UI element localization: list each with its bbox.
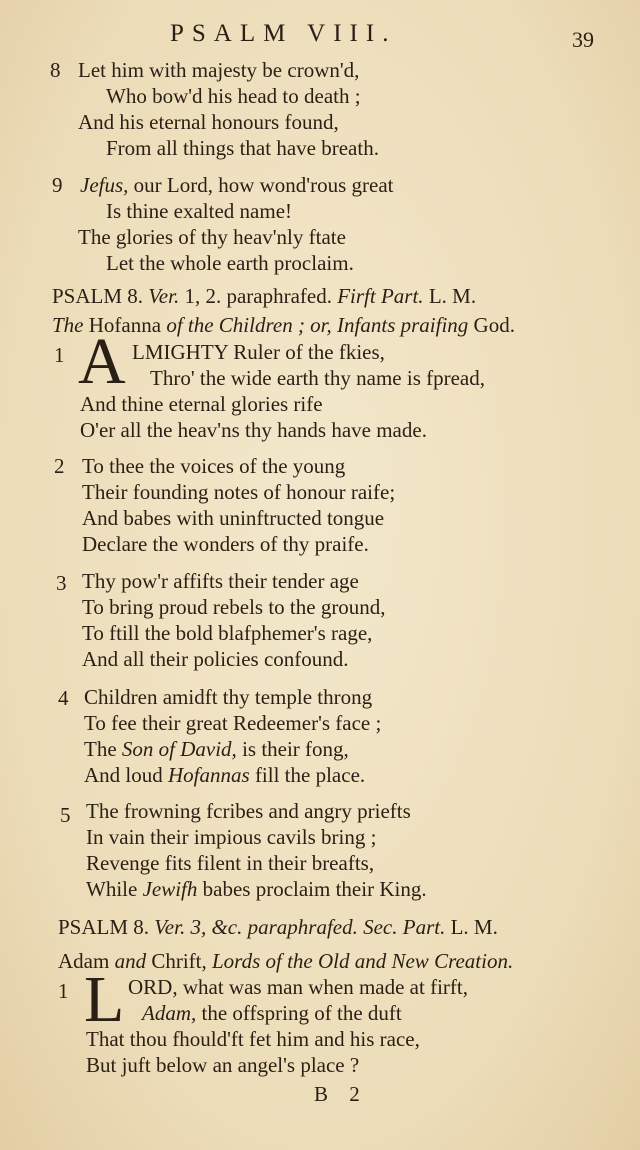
drop-cap: A xyxy=(78,325,126,398)
subtitle-text: Hofanna xyxy=(83,313,167,337)
line-text: is their fong, xyxy=(236,737,349,761)
line-text: And loud xyxy=(84,763,168,787)
italic-name: Jewifh xyxy=(142,877,198,901)
verse-line: To fee their great Redeemer's face ; xyxy=(84,711,382,735)
verse-line: To bring proud rebels to the ground, xyxy=(82,595,386,619)
verse-line: Let him with majesty be crown'd, xyxy=(78,58,360,82)
subtitle-italic: and xyxy=(109,949,152,973)
verse-line: The glories of thy heav'nly ftate xyxy=(78,225,346,249)
verse-number: 1 xyxy=(58,979,69,1003)
line-text: our Lord, how wond'rous great xyxy=(128,173,394,197)
psalm-subtitle xyxy=(58,948,513,974)
heading-text: L. M. xyxy=(445,915,498,939)
verse-number: 1 xyxy=(54,343,65,367)
verse-line: The frowning fcribes and angry priefts xyxy=(86,799,411,823)
verse-line: O'er all the heav'ns thy hands have made. xyxy=(80,418,427,442)
verse-line: Revenge fits filent in their breafts, xyxy=(86,851,375,875)
line-text: babes proclaim their King. xyxy=(197,877,427,901)
verse-line: To ftill the bold blafphemer's rage, xyxy=(82,621,373,645)
verse-line: ORD, what was man when made at firft, xyxy=(128,975,468,999)
italic-name: Jefus, xyxy=(80,173,129,197)
verse-line: In vain their impious cavils bring ; xyxy=(86,825,377,849)
page-number: 39 xyxy=(572,27,594,52)
heading-text: L. M. xyxy=(423,284,477,308)
verse-line: LMIGHTY Ruler of the fkies, xyxy=(132,340,385,364)
verse-line: And babes with uninftructed tongue xyxy=(82,506,385,530)
verse-line xyxy=(80,172,393,198)
subtitle-italic: Lords of the Old and New Creation. xyxy=(206,949,514,973)
psalm-heading xyxy=(58,914,498,940)
subtitle-text: Adam xyxy=(58,949,110,973)
heading-italic: 3, &c. paraphrafed. Sec. Part. xyxy=(185,915,446,939)
verse-line xyxy=(86,876,427,902)
line-text: fill the place. xyxy=(249,763,366,787)
verse-line: Thy pow'r affifts their tender age xyxy=(82,569,359,593)
verse-line: Children amidft thy temple throng xyxy=(84,685,373,709)
verse-line: Thro' the wide earth thy name is fpread, xyxy=(150,366,485,390)
running-head: PSALM VIII. xyxy=(170,20,397,47)
verse-line xyxy=(84,762,365,788)
verse-line: But juft below an angel's place ? xyxy=(86,1053,360,1077)
heading-italic: Ver. xyxy=(149,915,186,939)
heading-text: PSALM 8. xyxy=(58,915,150,939)
heading-italic: Ver. xyxy=(148,284,180,308)
italic-name: Son of David, xyxy=(121,737,237,761)
verse-number: 5 xyxy=(60,803,71,827)
italic-name: Hofannas xyxy=(168,763,250,787)
verse-line: And all their policies confound. xyxy=(82,647,349,671)
line-text: While xyxy=(86,877,143,901)
line-text: the offspring of the duft xyxy=(196,1001,402,1025)
verse-number: 2 xyxy=(54,454,65,478)
verse-line xyxy=(142,1000,402,1026)
subtitle-text: God. xyxy=(468,313,515,337)
verse-line: Let the whole earth proclaim. xyxy=(106,251,354,275)
heading-text: PSALM 8. xyxy=(52,284,144,308)
psalm-heading xyxy=(52,283,476,309)
verse-line: That thou fhould'ft fet him and his race, xyxy=(86,1027,420,1051)
verse-line: Is thine exalted name! xyxy=(106,199,293,223)
subtitle-italic: of the Children ; or, Infants praifing xyxy=(166,313,469,337)
verse-line xyxy=(84,736,349,762)
verse-number: 8 xyxy=(50,58,61,82)
verse-line: To thee the voices of the young xyxy=(82,454,346,478)
italic-name: Adam, xyxy=(142,1001,197,1025)
verse-line: Their founding notes of honour raife; xyxy=(82,480,396,504)
verse-number: 9 xyxy=(52,173,63,197)
heading-text: 1, 2. paraphrafed. xyxy=(179,284,332,308)
line-text: The xyxy=(84,737,122,761)
signature-mark: B 2 xyxy=(314,1082,368,1106)
verse-number: 3 xyxy=(56,571,67,595)
verse-line: Declare the wonders of thy praife. xyxy=(82,532,369,556)
drop-cap: L xyxy=(84,963,125,1036)
verse-line: Who bow'd his head to death ; xyxy=(106,84,361,108)
verse-line: From all things that have breath. xyxy=(106,136,379,160)
subtitle-italic: The xyxy=(52,313,84,337)
verse-line: And his eternal honours found, xyxy=(78,110,339,134)
verse-line: And thine eternal glories rife xyxy=(80,392,323,416)
heading-italic: Firft Part. xyxy=(337,284,424,308)
subtitle-text: Chrift, xyxy=(151,949,207,973)
verse-number: 4 xyxy=(58,686,69,710)
